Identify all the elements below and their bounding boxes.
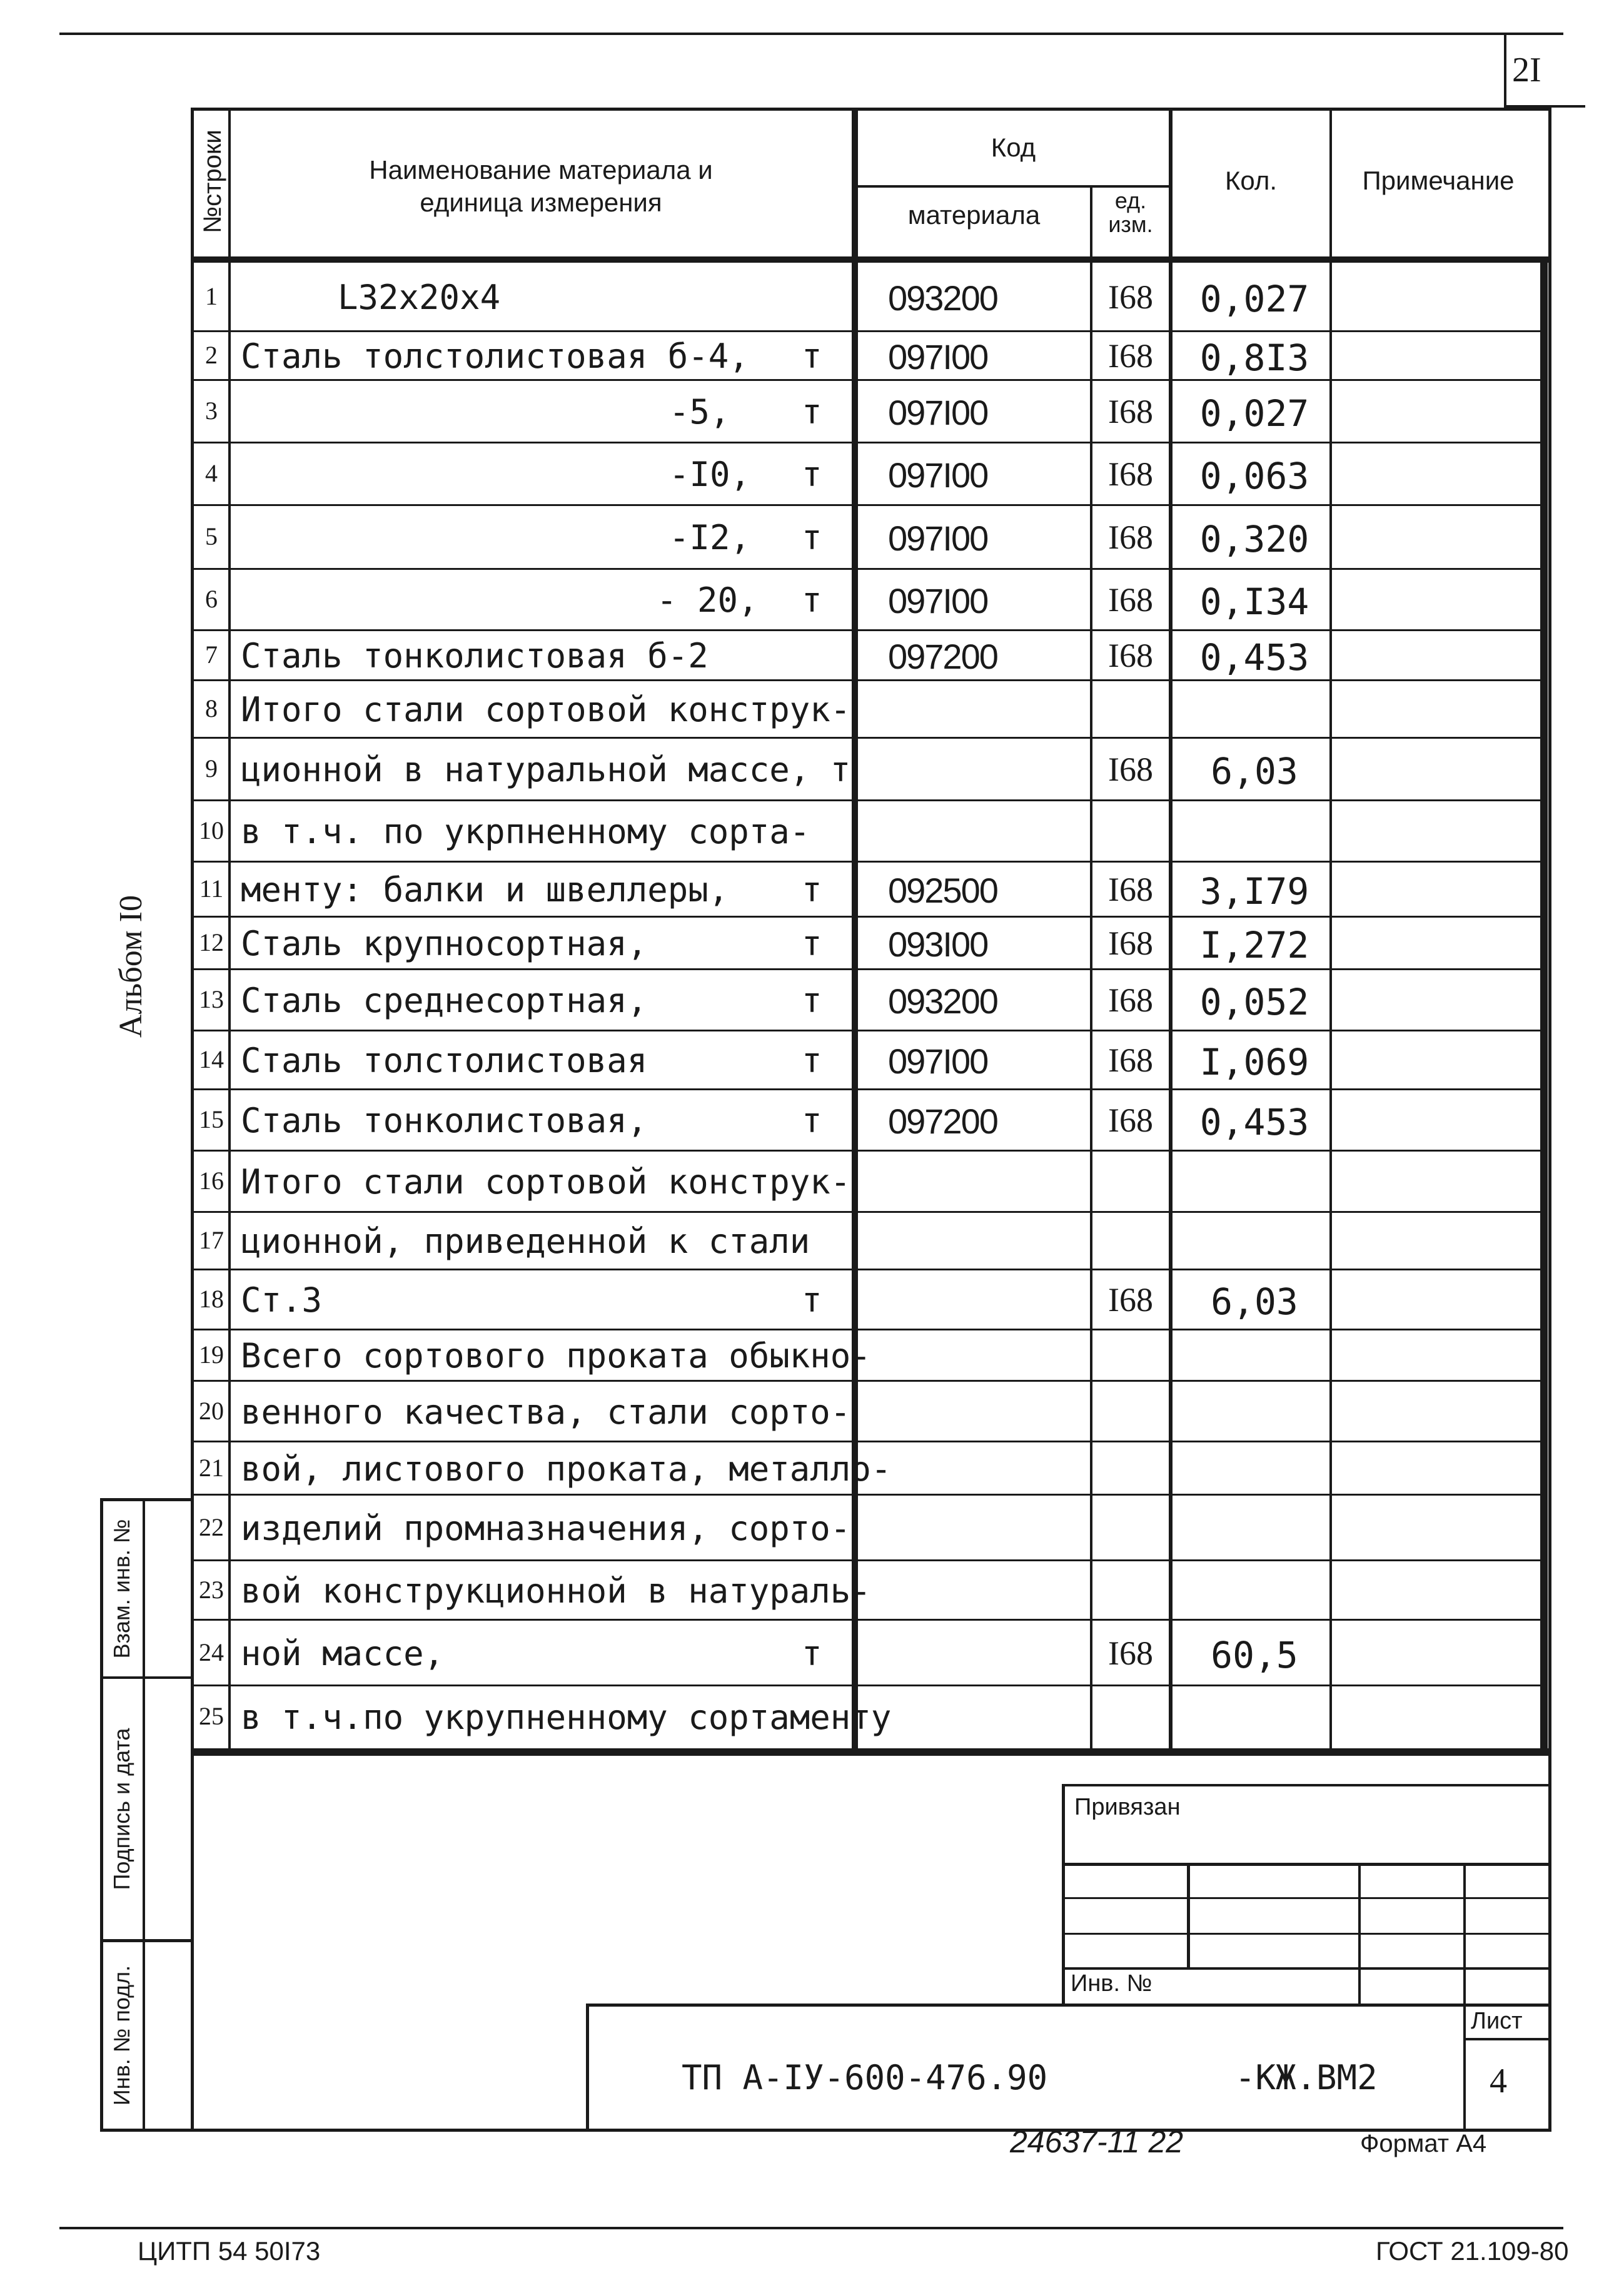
stamp-col-2 <box>1358 1863 1361 2007</box>
row-name: -5, <box>669 392 730 432</box>
row-name: вой, листового проката, металло- <box>241 1449 892 1489</box>
stamp-line-4 <box>1062 1967 1551 1970</box>
stamp-doc-suffix: -КЖ.ВМ2 <box>1235 2058 1378 2097</box>
row-unit-letter: т <box>802 337 822 376</box>
qty-divider <box>1329 108 1332 1756</box>
row-number: 17 <box>199 1226 224 1254</box>
header-qty: Кол. <box>1224 166 1278 195</box>
footer-left-code: ЦИТП 54 50I73 <box>138 2236 321 2266</box>
row-separator <box>191 679 1545 681</box>
row-unit-letter: т <box>802 1101 822 1140</box>
stamp-doc-left-border <box>586 2004 589 2132</box>
header-unit-line2: изм. <box>1108 211 1153 237</box>
row-number: 7 <box>205 641 218 669</box>
row-separator <box>191 1030 1545 1031</box>
row-number: 5 <box>205 522 218 550</box>
row-quantity: 0,027 <box>1199 278 1309 320</box>
row-unit-code: I68 <box>1108 519 1153 556</box>
frame-bottom-line <box>191 2129 1551 2132</box>
row-name: менту: балки и швеллеры, <box>241 870 729 909</box>
row-material-code: 097200 <box>888 1102 997 1141</box>
stamp-privyazan: Привязан <box>1074 1794 1181 1820</box>
header-note: Примечание <box>1362 166 1515 195</box>
row-number: 22 <box>199 1512 224 1541</box>
row-name: изделий промназначения, сорто- <box>241 1508 851 1548</box>
code-divider <box>1090 188 1092 1756</box>
row-separator <box>191 861 1545 863</box>
row-unit-code: I68 <box>1108 455 1153 493</box>
row-material-code: 093200 <box>888 278 997 318</box>
row-quantity: 6,03 <box>1211 750 1298 793</box>
side-strip-bottom <box>100 2129 191 2132</box>
side-vzam-label: Взам. инв. № <box>109 1519 134 1659</box>
row-number: 11 <box>199 874 224 903</box>
row-material-code: 097I00 <box>888 519 988 558</box>
row-separator <box>191 1150 1545 1152</box>
row-quantity: I,069 <box>1199 1041 1309 1083</box>
row-separator <box>191 330 1545 332</box>
row-number: 24 <box>199 1638 224 1666</box>
row-unit-code: I68 <box>1108 1634 1153 1672</box>
row-unit-code: I68 <box>1108 337 1153 375</box>
row-quantity: 0,052 <box>1199 981 1309 1023</box>
row-separator <box>191 916 1545 918</box>
row-separator <box>191 737 1545 739</box>
row-material-code: 097I00 <box>888 337 988 377</box>
row-unit-code: I68 <box>1108 637 1153 674</box>
row-name: Сталь тонколистовая б-2 <box>241 636 709 676</box>
row-name: Ст.3 <box>241 1280 323 1320</box>
table-top-border <box>191 108 1551 111</box>
row-unit-letter: т <box>802 981 822 1020</box>
row-name: Сталь толстолистовая б-4, <box>241 337 749 376</box>
row-number: 21 <box>199 1453 224 1482</box>
stamp-line-1 <box>1062 1863 1551 1866</box>
row-unit-letter: т <box>802 1280 822 1320</box>
album-label: Альбом I0 <box>113 895 149 1038</box>
row-unit-letter: т <box>802 580 822 620</box>
row-material-code: 097I00 <box>888 1041 988 1081</box>
row-number: 3 <box>205 397 218 425</box>
side-strip-divider-2 <box>100 1939 191 1942</box>
row-number: 10 <box>199 816 224 844</box>
stamp-col-1 <box>1187 1863 1190 1969</box>
row-quantity: I,272 <box>1199 924 1309 966</box>
table-right-border <box>1548 108 1551 2131</box>
stamp-col-3 <box>1463 1863 1466 2132</box>
row-unit-code: I68 <box>1108 871 1153 908</box>
row-unit-letter: т <box>802 924 822 963</box>
row-separator <box>191 504 1545 506</box>
row-unit-code: I68 <box>1108 925 1153 962</box>
thick-right-border <box>1540 260 1548 1756</box>
row-unit-code: I68 <box>1108 581 1153 619</box>
row-quantity: 0,453 <box>1199 636 1309 679</box>
footer-format: Формат А4 <box>1360 2130 1487 2157</box>
footer-gost: ГОСТ 21.109-80 <box>1376 2236 1569 2266</box>
footer-line <box>59 2227 1563 2229</box>
stamp-doc-top-line <box>588 2004 1551 2007</box>
table-bottom-line <box>191 1748 1551 1756</box>
row-quantity: 6,03 <box>1211 1280 1298 1323</box>
row-material-code: 093200 <box>888 981 997 1021</box>
row-number: 19 <box>199 1340 224 1369</box>
stamp-list-no: 4 <box>1490 2062 1507 2100</box>
row-quantity: 0,453 <box>1199 1101 1309 1143</box>
row-separator <box>191 629 1545 631</box>
stamp-doc-code: ТП А-IУ-600-476.90 <box>682 2058 1048 2097</box>
row-name: Всего сортового проката обыкно- <box>241 1336 871 1376</box>
row-separator <box>191 1329 1545 1330</box>
unit-divider <box>1169 108 1173 1756</box>
row-separator <box>191 1559 1545 1561</box>
row-separator <box>191 1269 1545 1270</box>
stamp-list-label: Лист <box>1471 2008 1523 2034</box>
row-number: 9 <box>205 754 218 783</box>
row-quantity: 60,5 <box>1211 1633 1298 1676</box>
row-number: 16 <box>199 1167 224 1195</box>
row-name: Итого стали сортовой конструк- <box>241 690 851 729</box>
row-quantity: 3,I79 <box>1199 870 1309 913</box>
row-unit-code: I68 <box>1108 1102 1153 1139</box>
row-separator <box>191 442 1545 443</box>
row-unit-letter: т <box>802 455 822 494</box>
row-separator <box>191 799 1545 801</box>
row-separator <box>191 1211 1545 1213</box>
row-name: ционной, приведенной к стали <box>241 1222 810 1261</box>
row-quantity: 0,063 <box>1199 455 1309 497</box>
top-border-line <box>59 33 1563 35</box>
stamp-left-border <box>1062 1784 1065 2007</box>
row-quantity: 0,320 <box>1199 518 1309 560</box>
row-name: вой конструкционной в натураль- <box>241 1571 871 1611</box>
row-separator <box>191 1685 1545 1686</box>
row-name: Сталь среднесортная, <box>241 981 648 1020</box>
name-divider <box>852 108 858 1756</box>
row-unit-letter: т <box>802 1041 822 1080</box>
row-name: -I2, <box>669 518 751 557</box>
header-row-no: №строки <box>199 129 226 233</box>
row-name: L32x20x4 <box>338 278 501 317</box>
row-unit-code: I68 <box>1108 751 1153 788</box>
row-number: 25 <box>199 1702 224 1730</box>
header-name-line2: единица измерения <box>420 188 662 217</box>
row-name: венного качества, стали сорто- <box>241 1392 851 1432</box>
footer-handwritten-number: 24637-11 22 <box>1010 2124 1184 2159</box>
row-unit-letter: т <box>802 1633 822 1673</box>
row-name: в т.ч.по укрупненному сортаменту <box>241 1698 892 1737</box>
row-separator <box>191 1380 1545 1382</box>
row-quantity: 0,I34 <box>1199 580 1309 623</box>
row-number: 15 <box>199 1105 224 1133</box>
row-name: Итого стали сортовой конструк- <box>241 1162 851 1202</box>
row-number: 20 <box>199 1396 224 1425</box>
side-inv-podl-label: Инв. № подл. <box>109 1965 134 2106</box>
table-left-border <box>191 108 194 2131</box>
stamp-list-line <box>1463 2038 1551 2040</box>
header-material: материала <box>907 200 1041 230</box>
row-unit-code: I68 <box>1108 1281 1153 1319</box>
row-unit-code: I68 <box>1108 393 1153 430</box>
sheet-number-top: 2I <box>1512 51 1541 89</box>
header-unit-line1: ед. <box>1114 188 1147 213</box>
row-unit-letter: т <box>802 392 822 432</box>
sheet-number-box-left <box>1504 33 1506 106</box>
row-number: 14 <box>199 1045 224 1073</box>
row-quantity: 0,027 <box>1199 392 1309 435</box>
row-number: 8 <box>205 694 218 722</box>
row-unit-code: I68 <box>1108 1041 1153 1079</box>
row-material-code: 097I00 <box>888 393 988 432</box>
row-name: Сталь тонколистовая, <box>241 1101 648 1140</box>
row-number: 4 <box>205 459 218 487</box>
row-material-code: 097I00 <box>888 581 988 621</box>
row-unit-code: I68 <box>1108 981 1153 1019</box>
row-quantity: 0,8I3 <box>1199 337 1309 379</box>
row-separator <box>191 968 1545 970</box>
row-number: 1 <box>205 282 218 310</box>
row-separator <box>191 1619 1545 1621</box>
row-name: Сталь крупносортная, <box>241 924 648 963</box>
stamp-line-2 <box>1062 1897 1551 1899</box>
row-unit-letter: т <box>802 518 822 557</box>
header-name-line1: Наименование материала и <box>369 155 713 185</box>
row-material-code: 093I00 <box>888 925 988 964</box>
row-name: ционной в натуральной массе, т <box>241 750 851 789</box>
side-strip-divider-1 <box>100 1676 191 1679</box>
row-material-code: 097200 <box>888 637 997 676</box>
row-material-code: 092500 <box>888 871 997 910</box>
row-number: 18 <box>199 1285 224 1313</box>
rownum-divider <box>228 108 231 1756</box>
row-name: ной массе, <box>241 1633 445 1673</box>
row-number: 13 <box>199 985 224 1013</box>
row-separator <box>191 1441 1545 1442</box>
row-name: - 20, <box>657 580 759 620</box>
row-number: 6 <box>205 585 218 613</box>
row-material-code: 097I00 <box>888 455 988 495</box>
row-separator <box>191 379 1545 381</box>
row-name: Сталь толстолистовая <box>241 1041 648 1080</box>
row-name: -I0, <box>669 455 751 494</box>
row-separator <box>191 1494 1545 1496</box>
stamp-line-3 <box>1062 1933 1551 1935</box>
stamp-top-line <box>1062 1784 1551 1786</box>
row-number: 12 <box>199 928 224 956</box>
stamp-inv-no: Инв. № <box>1071 1970 1152 1997</box>
side-strip-mid <box>143 1498 145 2132</box>
row-unit-letter: т <box>802 870 822 909</box>
side-podpis-label: Подпись и дата <box>109 1728 134 1890</box>
header-code: Код <box>991 133 1036 162</box>
row-number: 23 <box>199 1575 224 1604</box>
row-name: в т.ч. по укрпненному сорта- <box>241 812 810 851</box>
header-bottom-line <box>191 256 1551 263</box>
row-number: 2 <box>205 341 218 369</box>
row-unit-code: I68 <box>1108 278 1153 316</box>
row-separator <box>191 568 1545 570</box>
row-separator <box>191 1088 1545 1090</box>
